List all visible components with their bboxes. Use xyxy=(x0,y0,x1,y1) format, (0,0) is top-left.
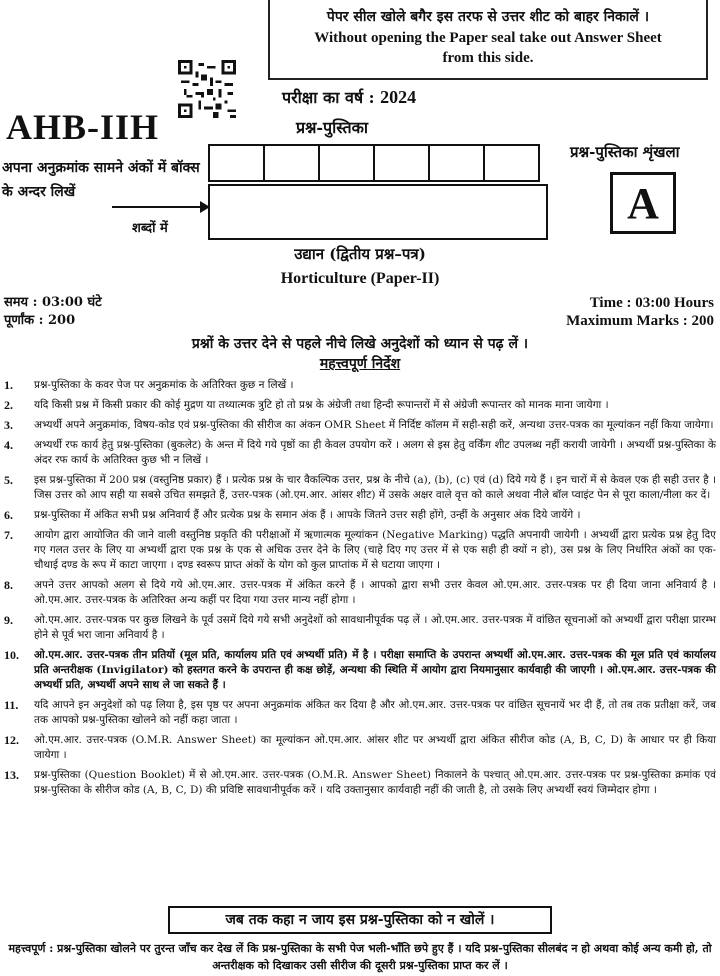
instruction-text: अभ्यर्थी रफ कार्य हेतु प्रश्न-पुस्तिका (बुकलेट) के अन्त में दिये गये पृष्ठों का ही केवल उपयोग करें । अलग से इस हेतु वर्किंग शीट उपलब्ध नहीं करायी जायेगी । अभ्यर्थी प्रश्न-पुस्तिका के अंदर रफ कार्य के अतिरिक्त कुछ भी न लिखें । xyxy=(34,439,716,466)
instruction-number: 3. xyxy=(4,418,13,432)
read-instruction: प्रश्नों के उत्तर देने से पहले नीचे लिखे अनुदेशों को ध्यान से पढ़ लें । xyxy=(191,336,529,352)
subject-hindi: उद्यान (द्वितीय प्रश्न–पत्र) xyxy=(294,245,426,263)
instruction-number: 6. xyxy=(4,508,13,522)
time-marks-english xyxy=(566,294,714,330)
instruction-text: प्रश्न-पुस्तिका (Question Booklet) में से ओ.एम.आर. उत्तर-पत्रक (O.M.R. Answer Sheet) निकालने के पश्चात् ओ.एम.आर. उत्तर-पत्रक पर प्रश्न-पुस्तिका क्रमांक एवं प्रश्न-पुस्तिका के सीरीज कोड (A, B, C, D) की प्रविष्टि सावधानीपूर्वक करें । यदि उक्तानुसार कार्यवाही नहीं की जाती है, तो उसके लिए अभ्यर्थी स्वयं जिम्मेदार होगा । xyxy=(34,769,716,796)
seal-notice-english-line2: from this side. xyxy=(442,50,534,66)
time-hindi: समय : 03:00 घंटे xyxy=(4,295,102,310)
instruction-text: अभ्यर्थी अपने अनुक्रमांक, विषय-कोड एवं प्रश्न-पुस्तिका की सीरीज का अंकन OMR Sheet में निर्दिष्ट कॉलम में सही-सही करें, अन्यथा उत्तर-पत्रक का मूल्यांकन नहीं किया जायेगा। xyxy=(34,419,714,431)
instruction-item xyxy=(4,508,716,523)
instruction-item xyxy=(4,698,716,728)
instruction-text: प्रश्न-पुस्तिका के कवर पेज पर अनुक्रमांक के अतिरिक्त कुछ न लिखें । xyxy=(34,379,294,391)
roll-digit-box-4[interactable] xyxy=(373,144,430,182)
instruction-item xyxy=(4,528,716,573)
instruction-text: प्रश्न-पुस्तिका में अंकित सभी प्रश्न अनिवार्य हैं और प्रत्येक प्रश्न के समान अंक हैं । आपके जितने उत्तर सही होंगे, उन्हीं के अनुसार अंक दिये जायेंगे । xyxy=(34,509,581,521)
instruction-number: 11. xyxy=(4,698,19,712)
instruction-item xyxy=(4,648,716,693)
instruction-item xyxy=(4,768,716,798)
roll-words-label: शब्दों में xyxy=(132,221,168,236)
instruction-item xyxy=(4,418,716,433)
instruction-text: यदि किसी प्रश्न में किसी प्रकार की कोई मुद्रण या तथ्यात्मक त्रुटि हो तो प्रश्न के अंग्रेजी तथा हिन्दी रूपान्तरों में से अंग्रेजी रूपान्तर को मानक माना जायेगा । xyxy=(34,399,609,411)
important-instructions-title: महत्त्वपूर्ण निर्देश xyxy=(319,356,401,372)
instruction-text: अपने उत्तर आपको अलग से दिये गये ओ.एम.आर. उत्तर-पत्रक में अंकित करने हैं । आपको द्वारा सभी उत्तर केवल ओ.एम.आर. उत्तर-पत्रक पर ही दिया जाना अनिवार्य है । ओ.एम.आर. उत्तर-पत्रक के अतिरिक्त अन्य कहीं पर दिया गया उत्तर मान्य नहीं होगा । xyxy=(34,579,716,606)
instruction-number: 9. xyxy=(4,613,13,627)
roll-digit-box-1[interactable] xyxy=(208,144,265,182)
instruction-number: 5. xyxy=(4,473,13,487)
instruction-item xyxy=(4,438,716,468)
instruction-item xyxy=(4,578,716,608)
roll-digit-box-2[interactable] xyxy=(263,144,320,182)
instructions-list xyxy=(4,378,716,803)
instruction-text: इस प्रश्न-पुस्तिका में 200 प्रश्न (वस्तुनिष्ठ प्रकार) हैं । प्रत्येक प्रश्न के चार वैकल्पिक उत्तर, प्रश्न के नीचे (a), (b), (c) एवं (d) दिये गये हैं । इन चारों में से केवल एक ही सही उत्तर है । जिस उत्तर को आप सही या सबसे उचित समझते हैं, उत्तर-पत्रक (ओ.एम.आर. आंसर शीट) में उसके अक्षर वाले वृत्त को काले अथवा नीले बॉल प्वाइंट पेन से पूरा काला/नीला कर दें। xyxy=(34,474,716,501)
marks-hindi: पूर्णांक : 200 xyxy=(4,313,76,328)
instruction-number: 12. xyxy=(4,733,19,747)
arrow-right-icon xyxy=(112,206,208,208)
series-value-box: A xyxy=(610,172,676,234)
roll-number-words-box[interactable] xyxy=(208,184,548,240)
instruction-number: 1. xyxy=(4,378,13,392)
booklet-label: प्रश्न-पुस्तिका xyxy=(296,118,369,137)
instruction-item xyxy=(4,378,716,393)
instruction-text: ओ.एम.आर. उत्तर-पत्रक पर कुछ लिखने के पूर्व उसमें दिये गये सभी अनुदेशों को सावधानीपूर्वक पढ़ लें । ओ.एम.आर. उत्तर-पत्रक में वांछित सूचनाओं को अभ्यर्थी द्वारा परीक्षा प्रारम्भ होने से पूर्व भरा जाना अनिवार्य है । xyxy=(34,614,716,641)
instruction-item xyxy=(4,473,716,503)
instruction-item xyxy=(4,733,716,763)
time-english: Time : 03:00 Hours xyxy=(589,295,714,311)
seal-notice-box xyxy=(268,0,708,80)
seal-notice-english-line1: Without opening the Paper seal take out Answer Sheet xyxy=(314,30,662,46)
qr-code-icon xyxy=(178,60,236,118)
instruction-number: 13. xyxy=(4,768,19,782)
roll-digit-box-5[interactable] xyxy=(428,144,485,182)
roll-digit-box-3[interactable] xyxy=(318,144,375,182)
instruction-item xyxy=(4,613,716,643)
instruction-number: 4. xyxy=(4,438,13,452)
exam-year-label: परीक्षा का वर्ष : xyxy=(282,88,375,107)
instruction-item xyxy=(4,398,716,413)
instruction-text: यदि आपने इन अनुदेशों को पढ़ लिया है, इस पृष्ठ पर अपना अनुक्रमांक अंकित कर दिया है और ओ.एम.आर. उत्तर-पत्रक पर वांछित सूचनायें भर दी हैं, तो तब तक प्रतीक्षा करें, जब तक आपको प्रश्न-पुस्तिका खोलने को नहीं कहा जाता । xyxy=(34,699,716,726)
seal-notice-hindi: पेपर सील खोले बगैर इस तरफ से उत्तर शीट को बाहर निकालें । xyxy=(326,9,650,25)
instruction-number: 10. xyxy=(4,648,19,662)
instruction-text: ओ.एम.आर. उत्तर-पत्रक तीन प्रतियों (मूल प्रति, कार्यालय प्रति एवं अभ्यर्थी प्रति) में है । परीक्षा समाप्ति के उपरान्त अभ्यर्थी ओ.एम.आर. उत्तर-पत्रक की मूल प्रति एवं कार्यालय प्रति अन्तरीक्षक (Invigilator) को हस्तगत करने के उपरान्त ही कक्ष छोड़ें, अन्यथा की स्थिति में आयोग द्वारा नियमानुसार कार्यवाही की जाएगी । ओ.एम.आर. उत्तर-पत्रक की अभ्यर्थी प्रति, अभ्यर्थी अपने साथ ले जा सकते हैं । xyxy=(34,649,716,691)
exam-year-value: 2024 xyxy=(380,87,417,107)
instruction-text: ओ.एम.आर. उत्तर-पत्रक (O.M.R. Answer Sheet) का मूल्यांकन ओ.एम.आर. आंसर शीट पर अभ्यर्थी द्वारा अंकित सीरीज कोड (A, B, C, D) के आधार पर ही किया जायेगा । xyxy=(34,734,716,761)
exam-year-line xyxy=(282,86,416,108)
instruction-number: 2. xyxy=(4,398,13,412)
important-instructions-title-wrap xyxy=(0,354,720,373)
instruction-number: 7. xyxy=(4,528,13,542)
important-footer-note: महत्त्वपूर्ण : प्रश्न-पुस्तिका खोलने पर तुरन्त जाँच कर देख लें कि प्रश्न-पुस्तिका के सभी पेज भली-भाँति छपे हुए हैं । यदि प्रश्न-पुस्तिका सीलबंद न हो अथवा कोई अन्य कमी हो, तो अन्तरीक्षक को दिखाकर उसी सीरीज की दूसरी प्रश्न-पुस्तिका प्राप्त कर लें । xyxy=(8,942,712,972)
instruction-text: आयोग द्वारा आयोजित की जाने वाली वस्तुनिष्ठ प्रकृति की परीक्षाओं में ऋणात्मक मूल्यांकन (Negative Marking) पद्धति अपनायी जायेगी । अभ्यर्थी द्वारा प्रत्येक प्रश्न हेतु दिए गए गलत उत्तर के लिए या अभ्यर्थी द्वारा एक प्रश्न के एक से अधिक उत्तर देने के लिए (चाहे दिए गए उत्तर में से एक सही ही क्यों न हो), उस प्रश्न के लिए निर्धारित अंकों का एक-चौथाई दण्ड के रूप में काटा जाएगा । दण्ड स्वरूप प्राप्त अंकों के योग को कुल प्राप्तांक में से घटाया जाएगा । xyxy=(34,529,716,571)
do-not-open-warning: जब तक कहा न जाय इस प्रश्न-पुस्तिका को न खोलें । xyxy=(168,906,552,934)
roll-digit-box-6[interactable] xyxy=(483,144,540,182)
roll-number-instruction: अपना अनुक्रमांक सामने अंकों में बॉक्स के अन्दर लिखें xyxy=(2,160,200,200)
time-marks-hindi xyxy=(4,294,102,330)
series-label: प्रश्न-पुस्तिका शृंखला xyxy=(570,143,680,161)
roll-number-digit-boxes xyxy=(208,144,538,182)
paper-code: AHB-IIH xyxy=(6,107,160,147)
instruction-number: 8. xyxy=(4,578,13,592)
marks-english: Maximum Marks : 200 xyxy=(566,313,714,329)
subject-english: Horticulture (Paper-II) xyxy=(280,270,440,287)
